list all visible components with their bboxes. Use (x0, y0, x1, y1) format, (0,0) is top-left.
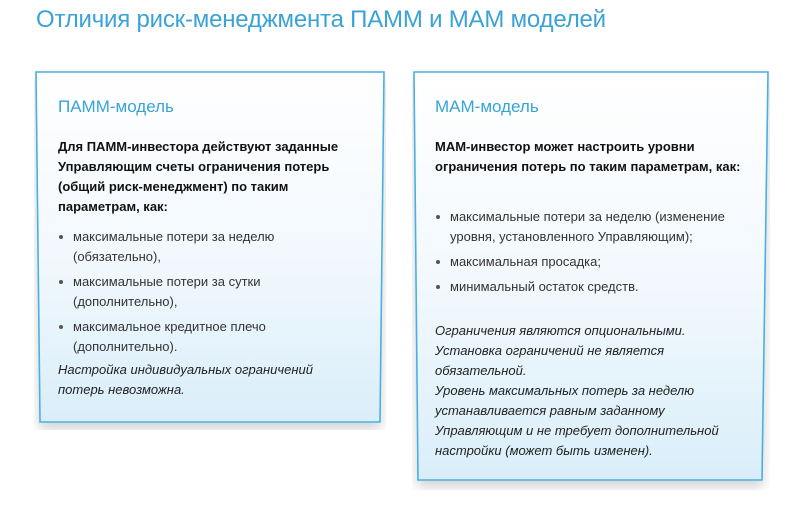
bullet-icon (59, 325, 63, 329)
list-item-text: максимальные потери за неделю (обязательно), (73, 229, 275, 264)
pamm-list (58, 227, 358, 362)
list-item (435, 277, 745, 297)
pamm-heading: ПАММ-модель (58, 97, 174, 116)
bullet-icon (59, 280, 63, 284)
list-item (435, 252, 745, 272)
list-item-text: максимальное кредитное плечо (дополнительно). (73, 319, 266, 354)
list-item (58, 317, 358, 357)
list-item (435, 207, 745, 247)
list-item-text: максимальная просадка; (450, 254, 601, 269)
bullet-icon (436, 285, 440, 289)
list-item (58, 272, 358, 312)
page-title: Отличия риск-менеджмента ПАММ и МАМ моделей (36, 6, 606, 33)
mam-note (435, 321, 755, 461)
pamm-card (34, 70, 386, 430)
mam-card (412, 70, 770, 490)
list-item-text: максимальные потери за сутки (дополнительно), (73, 274, 261, 309)
mam-note-line-1: Ограничения являются опциональными. Установка ограничений не является обязательной. (435, 323, 686, 378)
bullet-icon (436, 260, 440, 264)
mam-heading: МАМ-модель (435, 97, 539, 116)
pamm-lead: Для ПАММ-инвестора действуют заданные Управляющим счеты ограничения потерь (общий риск-менеджмент) по таким параметрам, как: (58, 139, 339, 214)
mam-list (435, 207, 745, 302)
bullet-icon (59, 235, 63, 239)
bullet-icon (436, 215, 440, 219)
list-item-text: минимальный остаток средств. (450, 279, 639, 294)
mam-note-line-2: Уровень максимальных потерь за неделю устанавливается равным заданному Управляющим и не требует дополнительной настройки (может быть изменен). (435, 383, 719, 458)
list-item-text: максимальные потери за неделю (изменение уровня, установленного Управляющим); (450, 209, 725, 244)
list-item (58, 227, 358, 267)
mam-lead: МАМ-инвестор может настроить уровни ограничения потерь по таким параметрам, как: (435, 139, 741, 174)
pamm-note: Настройка индивидуальных ограничений потерь невозможна. (58, 362, 313, 397)
